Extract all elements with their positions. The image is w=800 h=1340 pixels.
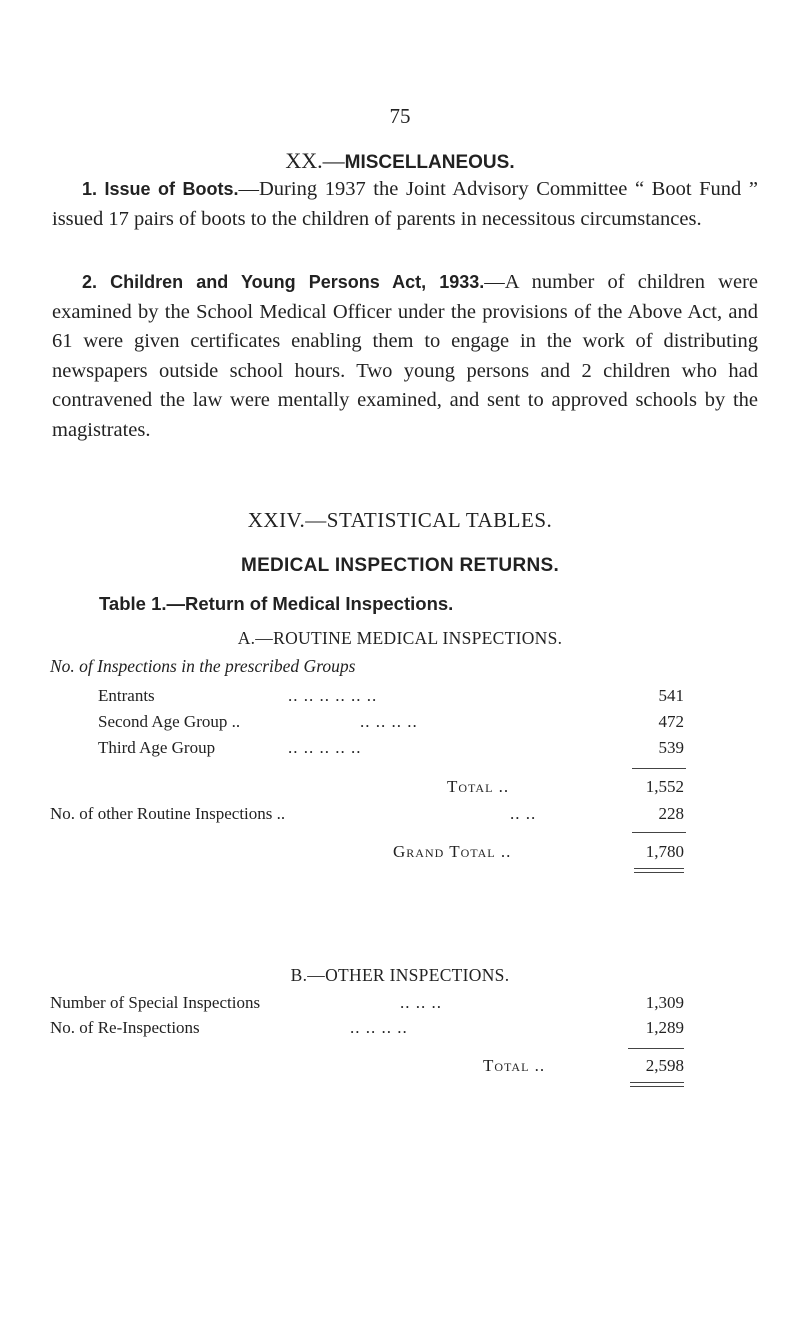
section-heading-miscellaneous	[0, 148, 800, 174]
row-value: 472	[658, 712, 684, 731]
leader-dots: .. .. .. .. ..	[288, 738, 362, 757]
total-label: Total ..	[447, 777, 510, 796]
paragraph-heading: 2. Children and Young Persons Act, 1933.	[82, 272, 485, 292]
leader-dots: .. .. .. .. .. ..	[288, 686, 378, 705]
total-value: 1,552	[645, 777, 684, 796]
row-label: Second Age Group ..	[98, 712, 241, 731]
paragraph-children-act	[52, 268, 758, 445]
paragraph-text: —A number of children were examined by the School Medical Officer under the provisions of the Above Act, and 61 were given certificates enabling them to engage in the work of distributing newspapers outside school hours. Two young persons and 2 children who had contravened the law were mentally examined, and sent to approved schools by the magistrates.	[52, 271, 758, 441]
row-value: 539	[658, 738, 684, 757]
grand-total-value: 1,780	[645, 842, 684, 861]
other-total-label: Total ..	[483, 1056, 546, 1075]
section-title: MISCELLANEOUS.	[344, 152, 515, 173]
table-row-other-routine	[50, 804, 684, 828]
row-label: Entrants	[98, 686, 155, 705]
section-prefix: XX.—	[285, 148, 345, 173]
table-row	[50, 993, 684, 1017]
row-label: No. of other Routine Inspections ..	[50, 804, 286, 823]
leader-dots: .. .. ..	[400, 993, 442, 1012]
row-label: Number of Special Inspections	[50, 993, 261, 1012]
leader-dots: .. ..	[510, 804, 537, 823]
paragraph-text: —During 1937 the Joint Advisory Committee “ Boot Fund ” issued 17 pairs of boots to the children of parents in necessitous circumstances.	[52, 178, 758, 230]
double-rule	[630, 1082, 684, 1087]
leader-dots: .. .. .. ..	[360, 712, 418, 731]
paragraph-heading: 1. Issue of Boots.	[82, 179, 239, 199]
row-value: 1,309	[645, 993, 684, 1012]
medical-inspection-returns-heading: MEDICAL INSPECTION RETURNS.	[240, 555, 560, 576]
grand-total-label: Grand Total ..	[393, 842, 512, 861]
sum-rule	[628, 1048, 684, 1049]
double-rule	[634, 868, 684, 873]
row-value: 228	[658, 804, 684, 823]
leader-dots: .. .. .. ..	[350, 1018, 408, 1037]
table-row	[50, 1018, 684, 1042]
page-number: 75	[389, 104, 411, 128]
other-total-value: 2,598	[645, 1056, 684, 1075]
section-heading-statistical-tables: XXIV.—STATISTICAL TABLES.	[247, 508, 553, 532]
paragraph-issue-of-boots	[52, 175, 758, 234]
sum-rule	[632, 832, 686, 833]
table-1-heading: Table 1.—Return of Medical Inspections.	[99, 593, 454, 614]
other-inspections-heading: B.—OTHER INSPECTIONS.	[290, 965, 510, 985]
table-row	[98, 712, 684, 736]
routine-inspections-heading: A.—ROUTINE MEDICAL INSPECTIONS.	[237, 628, 563, 648]
table-row	[98, 686, 684, 710]
prescribed-groups-subheading: No. of Inspections in the prescribed Groups	[50, 656, 356, 676]
row-label: Third Age Group	[98, 738, 216, 757]
row-value: 541	[658, 686, 684, 705]
row-value: 1,289	[645, 1018, 684, 1037]
table-row	[98, 738, 684, 762]
sum-rule	[632, 768, 686, 769]
row-label: No. of Re-Inspections	[50, 1018, 200, 1037]
